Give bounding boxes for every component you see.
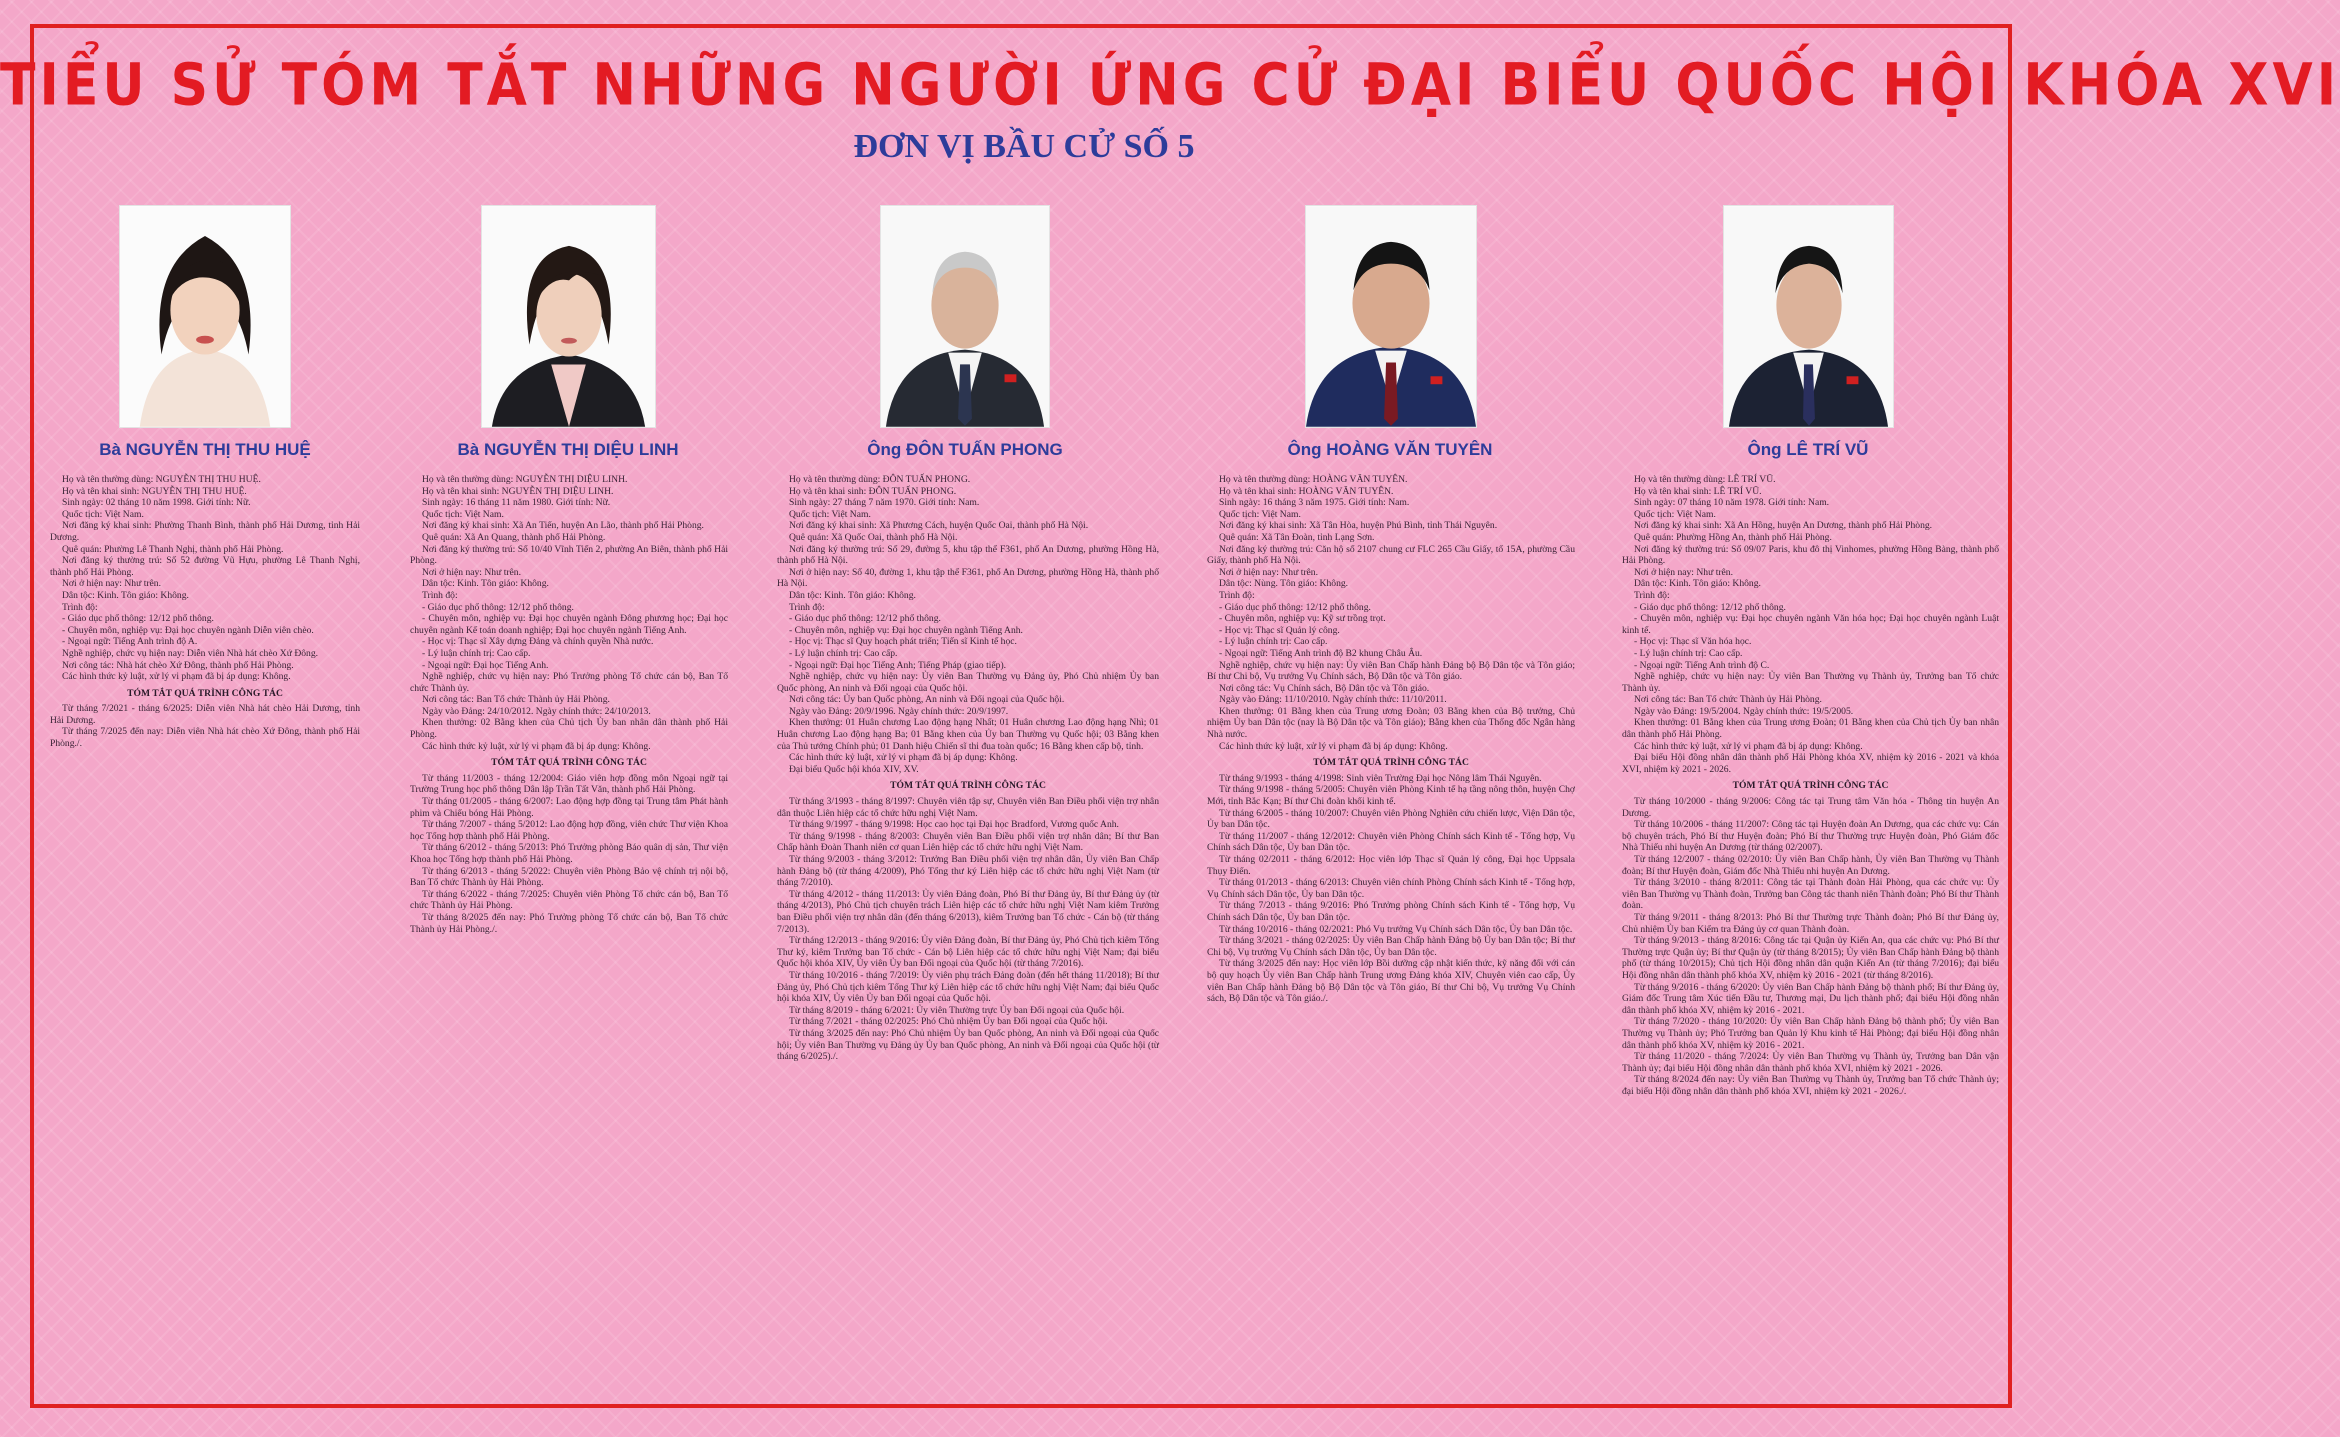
bio-line: Họ và tên khai sinh: LÊ TRÍ VŨ. [1634,485,1762,497]
career-item: Từ tháng 7/2021 - tháng 6/2025: Diễn viên Nhà hát chèo Hải Dương, tỉnh Hải Dương. [50,703,360,726]
career-heading: TÓM TẮT QUÁ TRÌNH CÔNG TÁC [127,687,283,699]
personal-info [1207,474,1575,752]
bio-line: Trình độ: [422,589,458,601]
career-item: Từ tháng 6/2022 - tháng 7/2025: Chuyên viên Phòng Tổ chức cán bộ, Ban Tổ chức Thành ủy Hải Phòng. [410,888,728,912]
bio-line: Các hình thức kỷ luật, xử lý vi phạm đã bị áp dụng: Không. [422,740,651,752]
bio-line: Các hình thức kỷ luật, xử lý vi phạm đã bị áp dụng: Không. [62,671,291,683]
bio-line: Nơi ở hiện nay: Như trên. [422,566,522,578]
bio-line: Đại biểu Hội đồng nhân dân thành phố Hải Phòng khóa XV, nhiệm kỳ 2016 - 2021 và khóa XVI, nhiệm kỳ 2021 - 2026. [1622,752,1999,775]
bio-line: Nơi đăng ký thường trú: Số 52 đường Vũ Hựu, phường Lê Thanh Nghị, thành phố Hải Phòng. [50,555,360,578]
bio-line: - Ngoại ngữ: Đại học Tiếng Anh; Tiếng Pháp (giao tiếp). [789,659,1007,671]
candidate-1-bio [50,474,360,750]
candidate-1-photo [119,205,291,428]
bio-line: Trình độ: [1634,589,1670,601]
career-item: Từ tháng 4/2012 - tháng 11/2013: Ủy viên Đảng đoàn, Phó Bí thư Đảng ủy, Bí thư Đảng ủy (từ tháng 4/2013), Phó Chủ tịch chuyên trách Liên hiệp các tổ chức hữu nghị Việt Nam kiêm Trưởng ban Điều phối viện trợ nhân dân (đến tháng 6/2013), kiêm Trưởng ban Tổ chức - Cán bộ (từ tháng 7/2013). [777,888,1159,935]
bio-line: Nghề nghiệp, chức vụ hiện nay: Ủy viên Ban Thường vụ Thành ủy, Trưởng ban Tổ chức Thành ủy. [1622,671,1999,694]
bio-line: Quê quán: Xã Quốc Oai, thành phố Hà Nội. [789,531,958,543]
bio-line: Ngày vào Đảng: 20/9/1996. Ngày chính thức: 20/9/1997. [789,705,1009,717]
career-list [410,773,728,935]
bio-line: - Giáo dục phổ thông: 12/12 phổ thông. [62,613,214,625]
bio-line: Dân tộc: Kinh. Tôn giáo: Không. [62,589,189,601]
career-item: Từ tháng 7/2013 - tháng 9/2016: Phó Trưởng phòng Chính sách Kinh tế - Tổng hợp, Vụ Chính sách Dân tộc, Ủy ban Dân tộc. [1207,900,1575,923]
career-item: Từ tháng 9/1997 - tháng 9/1998: Học cao học tại Đại học Bradford, Vương quốc Anh. [789,819,1119,831]
bio-line: Họ và tên khai sinh: NGUYỄN THỊ THU HUỆ. [62,485,247,497]
bio-line: - Lý luận chính trị: Cao cấp. [1219,636,1328,648]
bio-line: Khen thưởng: 01 Bằng khen của Trung ương Đoàn; 01 Bằng khen của Chủ tịch Ủy ban nhân dân thành phố Hải Phòng. [1622,717,1999,741]
bio-line: Họ và tên thường dùng: NGUYỄN THỊ THU HUỆ. [62,474,261,485]
career-item: Từ tháng 7/2020 - tháng 10/2020: Ủy viên Ban Chấp hành Đảng bộ thành phố; Ủy viên Ban Thường vụ Thành ủy; Phó Trưởng ban Quản lý Khu kinh tế Hải Phòng; đại biểu Hội đồng nhân dân thành phố khóa XV, nhiệm kỳ 2016 - 2021. [1622,1016,1999,1051]
career-heading: TÓM TẮT QUÁ TRÌNH CÔNG TÁC [890,780,1046,792]
bio-line: Khen thưởng: 01 Huân chương Lao động hạng Nhất; 01 Huân chương Lao động hạng Nhì; 01 Huân chương Lao động hạng Ba; 01 Bằng khen của Ủy ban Thường vụ Quốc hội; 03 Bằng khen của Thủ tướng Chính phủ; 01 Danh hiệu Chiến sĩ thi đua toàn quốc; 16 Bằng khen cấp bộ, tỉnh. [777,717,1159,752]
personal-info [410,474,728,752]
bio-line: Nơi đăng ký khai sinh: Xã Tân Hòa, huyện Phú Bình, tỉnh Thái Nguyên. [1219,520,1498,532]
candidate-1-name: Bà NGUYỄN THỊ THU HUỆ [99,440,311,459]
candidate-3-name: Ông ĐÔN TUẤN PHONG [867,440,1063,459]
career-item: Từ tháng 12/2007 - tháng 02/2010: Ủy viên Ban Chấp hành, Ủy viên Ban Thường vụ Thành đoàn; Bí thư Huyện đoàn, Giám đốc Nhà Thiếu nhi huyện An Dương. [1622,854,1999,877]
page-subtitle: ĐƠN VỊ BẦU CỬ SỐ 5 [853,128,1195,165]
career-item: Từ tháng 8/2019 - tháng 6/2021: Ủy viên Thường trực Ủy ban Đối ngoại của Quốc hội. [789,1004,1125,1016]
career-heading: TÓM TẮT QUÁ TRÌNH CÔNG TÁC [1732,780,1889,792]
bio-line: Dân tộc: Nùng. Tôn giáo: Không. [1219,578,1349,590]
career-item: Từ tháng 11/2020 - tháng 7/2024: Ủy viên Ban Thường vụ Thành ủy, Trưởng ban Dân vận Thành ủy; đại biểu Hội đồng nhân dân thành phố khóa XVI, nhiệm kỳ 2021 - 2026. [1622,1051,1999,1074]
bio-line: - Lý luận chính trị: Cao cấp. [789,647,898,659]
career-item: Từ tháng 11/2007 - tháng 12/2012: Chuyên viên Phòng Chính sách Kinh tế - Tổng hợp, Vụ Chính sách Dân tộc, Ủy ban Dân tộc. [1207,830,1575,854]
career-item: Từ tháng 8/2025 đến nay: Phó Trưởng phòng Tổ chức cán bộ, Ban Tổ chức Thành ủy Hải Phòng./. [410,911,728,935]
bio-line: Nơi đăng ký thường trú: Số 29, đường 5, khu tập thể F361, phố An Dương, phường Hồng Hà, thành phố Hà Nội. [777,543,1159,567]
portrait-man-icon [1724,206,1893,427]
bio-line: Nghề nghiệp, chức vụ hiện nay: Ủy viên Ban Chấp hành Đảng bộ Bộ Dân tộc và Tôn giáo; Bí thư Chi bộ, Vụ trưởng Vụ Chính sách, Bộ Dân tộc và Tôn giáo. [1207,659,1575,683]
bio-line: Quê quán: Xã Tân Đoàn, tỉnh Lạng Sơn. [1219,531,1375,543]
bio-line: Quốc tịch: Việt Nam. [789,508,871,520]
bio-line: Ngày vào Đảng: 19/5/2004. Ngày chính thức: 19/5/2005. [1634,705,1854,717]
bio-line: Nơi đăng ký thường trú: Số 09/07 Paris, khu đô thị Vinhomes, phường Hồng Bàng, thành phố Hải Phòng. [1622,543,1999,567]
candidate-3-bio [777,474,1159,1063]
page-title: TIỂU SỬ TÓM TẮT NHỮNG NGƯỜI ỨNG CỬ ĐẠI BIỂU QUỐC HỘI KHÓA XVI [0,52,2340,120]
bio-line: - Học vị: Thạc sĩ Văn hóa học. [1634,636,1752,648]
bio-line: Nơi đăng ký khai sinh: Xã An Hồng, huyện An Dương, thành phố Hải Phòng. [1634,520,1933,532]
career-item: Từ tháng 01/2005 - tháng 6/2007: Lao động hợp đồng tại Trung tâm Phát hành phim và Chiếu bóng Hải Phòng. [410,796,728,819]
bio-line: Dân tộc: Kinh. Tôn giáo: Không. [1634,578,1761,590]
career-item: Từ tháng 10/2000 - tháng 9/2006: Công tác tại Trung tâm Văn hóa - Thông tin huyện An Dương. [1622,796,1999,819]
candidate-4-bio [1207,474,1575,1005]
career-item: Từ tháng 3/2025 đến nay: Phó Chủ nhiệm Ủy ban Quốc phòng, An ninh và Đối ngoại của Quốc hội; Ủy viên Ban Thường vụ Đảng ủy Ủy ban Quốc phòng, An ninh và Đối ngoại của Quốc hội (từ tháng 6/2025)./. [777,1027,1159,1063]
bio-line: - Ngoại ngữ: Tiếng Anh trình độ A. [62,636,198,648]
bio-line: Nơi ở hiện nay: Số 40, đường 1, khu tập thể F361, phố An Dương, phường Hồng Hà, thành phố Hà Nội. [777,566,1159,590]
bio-line: Nơi công tác: Ban Tổ chức Thành ủy Hải Phòng. [1634,694,1822,706]
bio-line: - Giáo dục phổ thông: 12/12 phổ thông. [422,601,574,613]
bio-line: Quốc tịch: Việt Nam. [1219,508,1301,520]
portrait-man-icon [1306,206,1476,427]
career-item: Từ tháng 02/2011 - tháng 6/2012: Học viên lớp Thạc sĩ Quản lý công, Đại học Uppsala Thụy Điển. [1207,854,1575,877]
bio-line: Họ và tên khai sinh: HOÀNG VĂN TUYÊN. [1219,485,1394,497]
career-item: Từ tháng 6/2013 - tháng 5/2022: Chuyên viên Phòng Bảo vệ chính trị nội bộ, Ban Tổ chức Thành ủy Hải Phòng. [410,865,728,889]
bio-line: Sinh ngày: 02 tháng 10 năm 1998. Giới tính: Nữ. [62,497,251,509]
personal-info [1622,474,1999,775]
career-item: Từ tháng 8/2024 đến nay: Ủy viên Ban Thường vụ Thành ủy, Trưởng ban Tổ chức Thành ủy; đại biểu Hội đồng nhân dân thành phố khóa XVI, nhiệm kỳ 2021 - 2026./. [1622,1074,1999,1097]
bio-line: Sinh ngày: 16 tháng 11 năm 1980. Giới tính: Nữ. [422,497,611,509]
career-item: Từ tháng 6/2005 - tháng 10/2007: Chuyên viên Phòng Nghiên cứu chiến lược, Viện Dân tộc, Ủy ban Dân tộc. [1207,807,1575,831]
bio-line: Nơi công tác: Ban Tổ chức Thành ủy Hải Phòng. [422,694,610,706]
candidate-5-bio [1622,474,1999,1097]
bio-line: Nơi đăng ký khai sinh: Xã An Tiến, huyện An Lão, thành phố Hải Phòng. [422,520,704,532]
bio-line: - Học vị: Thạc sĩ Quản lý công. [1219,624,1340,636]
bio-line: Nơi công tác: Ủy ban Quốc phòng, An ninh và Đối ngoại của Quốc hội. [789,694,1065,706]
bio-line: Các hình thức kỷ luật, xử lý vi phạm đã bị áp dụng: Không. [1634,740,1863,752]
candidate-4-name: Ông HOÀNG VĂN TUYÊN [1287,440,1493,459]
career-item: Từ tháng 3/2010 - tháng 8/2011: Công tác tại Thành đoàn Hải Phòng, qua các chức vụ: Ủy viên Ban Thường vụ Thành đoàn, Trưởng ban Công tác thanh niên Thành đoàn; Phó Bí thư Thành đoàn. [1622,877,1999,912]
bio-line: Họ và tên thường dùng: ĐÔN TUẤN PHONG. [789,474,971,485]
bio-line: Các hình thức kỷ luật, xử lý vi phạm đã bị áp dụng: Không. [789,752,1018,764]
career-item: Từ tháng 3/1993 - tháng 8/1997: Chuyên viên tập sự, Chuyên viên Ban Điều phối viện trợ nhân dân thuộc Liên hiệp các tổ chức hữu nghị Việt Nam. [777,796,1159,819]
bio-line: Nghề nghiệp, chức vụ hiện nay: Phó Trưởng phòng Tổ chức cán bộ, Ban Tổ chức Thành ủy. [410,671,728,694]
career-item: Từ tháng 9/2013 - tháng 8/2016: Công tác tại Quận ủy Kiến An, qua các chức vụ: Phó Bí thư Thường trực Quận ủy; Bí thư Quận ủy (từ tháng 8/2015); Ủy viên Ban Chấp hành Đảng bộ thành phố (từ tháng 10/2015); Chủ tịch Hội đồng nhân dân quận Kiến An (từ tháng 7/2016); đại biểu Hội đồng nhân dân thành phố khóa XV, nhiệm kỳ 2016 - 2021 (từ tháng 8/2016). [1622,935,1999,981]
bio-line: Nơi đăng ký khai sinh: Phường Thanh Bình, thành phố Hải Dương, tỉnh Hải Dương. [50,520,360,543]
career-item: Từ tháng 7/2021 - tháng 02/2025: Phó Chủ nhiệm Ủy ban Đối ngoại của Quốc hội. [789,1016,1108,1028]
bio-line: Quê quán: Xã An Quang, thành phố Hải Phòng. [422,531,606,543]
bio-line: Nghề nghiệp, chức vụ hiện nay: Ủy viên Ban Thường vụ Đảng ủy, Phó Chủ nhiệm Ủy ban Quốc phòng, An ninh và Đối ngoại của Quốc hội. [777,671,1159,694]
bio-line: Họ và tên thường dùng: NGUYỄN THỊ DIỆU LINH. [422,474,628,485]
bio-line: Nơi công tác: Vụ Chính sách, Bộ Dân tộc và Tôn giáo. [1219,682,1430,694]
bio-line: Đại biểu Quốc hội khóa XIV, XV. [789,763,919,775]
bio-line: Nơi công tác: Nhà hát chèo Xứ Đông, thành phố Hải Phòng. [62,659,294,671]
bio-line: Sinh ngày: 16 tháng 3 năm 1975. Giới tính: Nam. [1219,497,1410,509]
bio-line: Trình độ: [62,601,98,613]
bio-line: - Giáo dục phổ thông: 12/12 phổ thông. [789,613,941,625]
bio-line: - Lý luận chính trị: Cao cấp. [1634,647,1743,659]
bio-line: Quê quán: Phường Lê Thanh Nghị, thành phố Hải Phòng. [62,543,284,555]
career-list [1622,796,1999,1097]
career-list [1207,773,1575,1005]
candidate-3-photo [880,205,1050,428]
personal-info [777,474,1159,775]
career-item: Từ tháng 7/2025 đến nay: Diễn viên Nhà hát chèo Xứ Đông, thành phố Hải Phòng./. [50,726,360,750]
bio-line: Nơi ở hiện nay: Như trên. [1219,566,1319,578]
bio-line: - Học vị: Thạc sĩ Xây dựng Đảng và chính quyền Nhà nước. [422,636,654,648]
bio-line: Nơi đăng ký khai sinh: Xã Phương Cách, huyện Quốc Oai, thành phố Hà Nội. [789,520,1089,532]
bio-line: - Chuyên môn, nghiệp vụ: Kỹ sư trồng trọt. [1219,613,1386,625]
portrait-woman-icon [120,206,290,427]
bio-line: - Chuyên môn, nghiệp vụ: Đại học chuyên ngành Tiếng Anh. [789,624,1023,636]
career-item: Từ tháng 10/2006 - tháng 11/2007: Công tác tại Huyện đoàn An Dương, qua các chức vụ: Cán bộ chuyên trách, Phó Bí thư Huyện đoàn; Phó Bí thư Thường trực Huyện đoàn, Phó Giám đốc Nhà Thiếu nhi huyện An Dương (từ tháng 02/2007). [1622,819,1999,854]
candidate-2-photo [481,205,656,428]
career-item: Từ tháng 01/2013 - tháng 6/2013: Chuyên viên chính Phòng Chính sách Kinh tế - Tổng hợp, Vụ Chính sách Dân tộc, Ủy ban Dân tộc. [1207,877,1575,900]
bio-line: Ngày vào Đảng: 11/10/2010. Ngày chính thức: 11/10/2011. [1219,694,1447,706]
career-item: Từ tháng 9/2016 - tháng 6/2020: Ủy viên Ban Chấp hành Đảng bộ thành phố; Bí thư Đảng ủy, Giám đốc Trung tâm Xúc tiến Đầu tư, Thương mại, Du lịch thành phố; đại biểu Hội đồng nhân dân thành phố khóa XV, nhiệm kỳ 2016 - 2021. [1622,981,1999,1016]
bio-line: Trình độ: [789,601,825,613]
bio-line: Họ và tên khai sinh: NGUYỄN THỊ DIỆU LINH. [422,485,614,497]
candidate-5-photo [1723,205,1894,428]
career-item: Từ tháng 10/2016 - tháng 7/2019: Ủy viên phụ trách Đảng đoàn (đến hết tháng 11/2018); Bí thư Đảng ủy, Phó Chủ tịch kiêm Tổng Thư ký Liên hiệp các tổ chức hữu nghị Việt Nam; đại biểu Quốc hội khóa XIV, Ủy viên Ủy ban Đối ngoại của Quốc hội. [777,969,1159,1005]
bio-line: Họ và tên thường dùng: HOÀNG VĂN TUYÊN. [1219,474,1408,485]
career-item: Từ tháng 3/2025 đến nay: Học viên lớp Bồi dưỡng cập nhật kiến thức, kỹ năng đối với cán bộ quy hoạch Ủy viên Ban Chấp hành Trung ương Đảng khóa XIV, Chuyên viên cao cấp, Ủy viên Ban Chấp hành Đảng bộ Bộ Dân tộc và Tôn giáo, Bí thư Chi bộ, Vụ trưởng Vụ Chính sách, Bộ Dân tộc và Tôn giáo./. [1207,958,1575,1005]
career-item: Từ tháng 9/2003 - tháng 3/2012: Trưởng Ban Điều phối viện trợ nhân dân, Ủy viên Ban Chấp hành Đảng bộ (từ tháng 4/2009), Phó Tổng thư ký Liên hiệp các tổ chức hữu nghị Việt Nam (từ tháng 7/2010). [777,854,1159,889]
bio-line: - Ngoại ngữ: Tiếng Anh trình độ B2 khung Châu Âu. [1219,647,1423,659]
bio-line: - Giáo dục phổ thông: 12/12 phổ thông. [1219,601,1371,613]
career-item: Từ tháng 6/2012 - tháng 5/2013: Phó Trưởng phòng Báo quân dị sản, Thư viện Khoa học Tổng hợp thành phố Hải Phòng. [410,842,728,865]
career-item: Từ tháng 3/2021 - tháng 02/2025: Ủy viên Ban Chấp hành Đảng bộ Ủy ban Dân tộc; Bí thư Chi bộ, Vụ trưởng Vụ Chính sách Dân tộc, Ủy ban Dân tộc. [1207,935,1575,958]
candidate-5-name: Ông LÊ TRÍ VŨ [1747,440,1869,459]
bio-line: Khen thưởng: 02 Bằng khen của Chủ tịch Ủy ban nhân dân thành phố Hải Phòng. [410,717,728,741]
bio-line: - Chuyên môn, nghiệp vụ: Đại học chuyên ngành Diễn viên chèo. [62,624,314,636]
bio-line: Sinh ngày: 27 tháng 7 năm 1970. Giới tính: Nam. [789,497,980,509]
bio-line: Họ và tên thường dùng: LÊ TRÍ VŨ. [1634,474,1776,485]
bio-line: Nghề nghiệp, chức vụ hiện nay: Diễn viên Nhà hát chèo Xứ Đông. [62,647,319,659]
bio-line: Các hình thức kỷ luật, xử lý vi phạm đã bị áp dụng: Không. [1219,740,1448,752]
bio-line: - Chuyên môn, nghiệp vụ: Đại học chuyên ngành Văn hóa học; Đại học chuyên ngành Luật kinh tế. [1622,613,1999,636]
bio-line: Nơi ở hiện nay: Như trên. [1634,566,1734,578]
bio-line: - Ngoại ngữ: Đại học Tiếng Anh. [422,659,549,671]
career-list [50,703,360,749]
personal-info [50,474,360,683]
career-heading: TÓM TẮT QUÁ TRÌNH CÔNG TÁC [1313,757,1469,769]
career-item: Từ tháng 11/2003 - tháng 12/2004: Giáo viên hợp đồng môn Ngoại ngữ tại Trường Trung học phổ thông Dân lập Trần Tất Văn, thành phố Hải Phòng. [410,772,728,796]
bio-line: Dân tộc: Kinh. Tôn giáo: Không. [789,589,916,601]
bio-line: Khen thưởng: 01 Bằng khen của Trung ương Đoàn; 03 Bằng khen của Bộ trưởng, Chủ nhiệm Ủy ban Dân tộc (nay là Bộ Dân tộc và Tôn giáo); Bằng khen của Thống đốc Ngân hàng Nhà nước. [1207,705,1575,741]
bio-line: - Giáo dục phổ thông: 12/12 phổ thông. [1634,601,1786,613]
candidate-2-bio [410,474,728,935]
career-item: Từ tháng 9/2011 - tháng 8/2013: Phó Bí thư Thường trực Thành đoàn; Phó Bí thư Đảng ủy, Chủ nhiệm Ủy ban Kiểm tra Đảng ủy cơ quan Thành đoàn. [1622,911,1999,935]
bio-line: Dân tộc: Kinh. Tôn giáo: Không. [422,578,549,590]
career-item: Từ tháng 9/1993 - tháng 4/1998: Sinh viên Trường Đại học Nông lâm Thái Nguyên. [1219,772,1542,784]
bio-line: Nơi đăng ký thường trú: Số 10/40 Vĩnh Tiến 2, phường An Biên, thành phố Hải Phòng. [410,543,728,567]
bio-line: Sinh ngày: 07 tháng 10 năm 1978. Giới tính: Nam. [1634,497,1830,509]
bio-line: Nơi đăng ký thường trú: Căn hộ số 2107 chung cư FLC 265 Cầu Giấy, tổ 15A, phường Cầu Giấy, thành phố Hà Nội. [1207,543,1575,567]
career-item: Từ tháng 7/2007 - tháng 5/2012: Lao động hợp đồng, viên chức Thư viện Khoa học Tổng hợp thành phố Hải Phòng. [410,819,728,842]
career-item: Từ tháng 9/1998 - tháng 8/2003: Chuyên viên Ban Điều phối viện trợ nhân dân; Bí thư Ban Chấp hành Đoàn Thanh niên cơ quan Liên hiệp các tổ chức hữu nghị Việt Nam. [777,830,1159,854]
bio-line: - Lý luận chính trị: Cao cấp. [422,647,531,659]
bio-line: - Học vị: Thạc sĩ Quy hoạch phát triển; Tiến sĩ Kinh tế học. [789,636,1017,648]
bio-line: Nơi ở hiện nay: Như trên. [62,578,162,590]
career-list [777,796,1159,1063]
bio-line: Họ và tên khai sinh: ĐÔN TUẤN PHONG. [789,485,957,497]
bio-line: - Chuyên môn, nghiệp vụ: Đại học chuyên ngành Đông phương học; Đại học chuyên ngành Kế toán doanh nghiệp; Đại học chuyên ngành Tiếng Anh. [410,613,728,636]
candidate-4-photo [1305,205,1477,428]
bio-line: Quê quán: Phường Hồng An, thành phố Hải Phòng. [1634,531,1832,543]
portrait-man-icon [881,206,1049,427]
candidate-2-name: Bà NGUYỄN THỊ DIỆU LINH [457,440,679,459]
portrait-woman-icon [482,206,655,427]
career-heading: TÓM TẮT QUÁ TRÌNH CÔNG TÁC [491,757,647,769]
bio-line: Quốc tịch: Việt Nam. [422,508,504,520]
bio-line: Quốc tịch: Việt Nam. [1634,508,1716,520]
bio-line: Ngày vào Đảng: 24/10/2012. Ngày chính thức: 24/10/2013. [422,705,651,717]
bio-line: Quốc tịch: Việt Nam. [62,508,144,520]
career-item: Từ tháng 12/2013 - tháng 9/2016: Ủy viên Đảng đoàn, Bí thư Đảng ủy, Phó Chủ tịch kiêm Tổng Thư ký, kiêm Trưởng ban Tổ chức - Cán bộ Liên hiệp các tổ chức hữu nghị Việt Nam; đại biểu Quốc hội khóa XIV, Ủy viên Ủy ban Đối ngoại của Quốc hội (từ tháng 7/2016). [777,935,1159,970]
bio-line: - Ngoại ngữ: Tiếng Anh trình độ C. [1634,659,1770,671]
career-item: Từ tháng 10/2016 - tháng 02/2021: Phó Vụ trưởng Vụ Chính sách Dân tộc, Ủy ban Dân tộc. [1219,923,1573,935]
bio-line: Trình độ: [1219,589,1255,601]
career-item: Từ tháng 9/1998 - tháng 5/2005: Chuyên viên Phòng Kinh tế hạ tầng nông thôn, huyện Chợ Mới, tỉnh Bắc Kạn; Bí thư Chi đoàn khối kinh tế. [1207,784,1575,808]
